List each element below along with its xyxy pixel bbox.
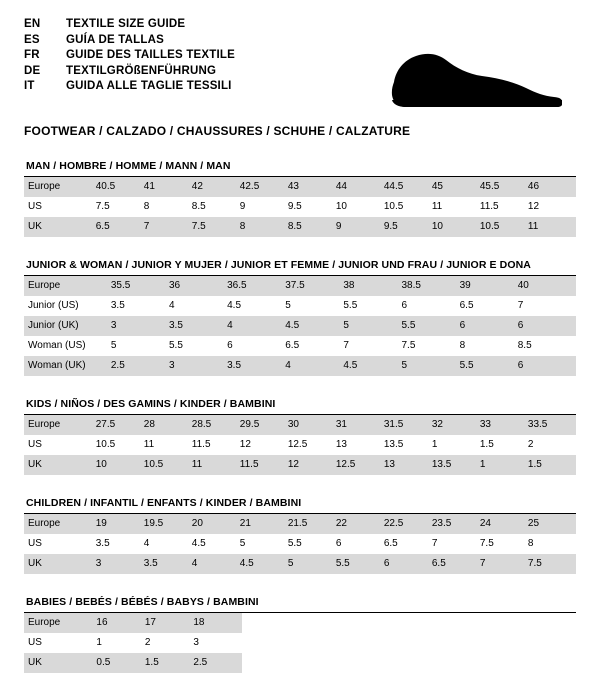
- size-cell: 8.5: [517, 340, 532, 351]
- row-label: Woman (US): [28, 340, 86, 351]
- row-label: Europe: [24, 415, 96, 435]
- size-cell: 12: [527, 201, 540, 212]
- size-cell: 25: [528, 514, 576, 534]
- size-block-kids: [24, 398, 576, 475]
- block-title: JUNIOR & WOMAN / JUNIOR Y MUJER / JUNIOR ET FEMME / JUNIOR UND FRAU / JUNIOR E DONA: [26, 259, 531, 271]
- size-cell: 28.5: [192, 415, 240, 435]
- language-row: [24, 18, 235, 34]
- size-cell: 31.5: [384, 415, 432, 435]
- size-cell: 24: [480, 514, 528, 534]
- size-table-children: [24, 514, 576, 574]
- language-title: GUIDE DES TAILLES TEXTILE: [66, 49, 235, 61]
- dress-shoe-icon: [386, 40, 566, 110]
- size-cell: 44: [336, 177, 384, 197]
- size-cell: 6: [335, 538, 342, 549]
- size-cell: 3.5: [169, 316, 227, 336]
- size-cell: 36.5: [227, 276, 285, 296]
- row-label: US: [28, 201, 42, 212]
- language-code: DE: [24, 64, 41, 77]
- size-cell: 38: [343, 276, 401, 296]
- language-code: FR: [24, 49, 40, 61]
- size-cell: 44.5: [384, 177, 432, 197]
- size-block-junior-woman: [24, 259, 576, 376]
- row-label: US: [28, 538, 42, 549]
- table-row: [24, 435, 576, 455]
- size-cell: 5: [402, 356, 460, 376]
- size-cell: 11.5: [240, 455, 288, 475]
- size-cell: 4: [192, 554, 240, 574]
- row-label: Woman (UK): [24, 356, 111, 376]
- size-cell: 31: [336, 415, 384, 435]
- table-row: [24, 415, 576, 435]
- size-cell: 8.5: [288, 217, 336, 237]
- size-cell: 35.5: [111, 276, 169, 296]
- size-cell: 42: [192, 177, 240, 197]
- table-row: [24, 177, 576, 197]
- size-cell: 8.5: [191, 201, 206, 212]
- size-cell: 4.5: [191, 538, 206, 549]
- size-cell: 5.5: [169, 340, 183, 351]
- document-header: [24, 18, 576, 110]
- size-cell: 27.5: [96, 415, 144, 435]
- size-cell: 3.5: [144, 554, 192, 574]
- size-cell: 30: [288, 415, 336, 435]
- block-title: CHILDREN / INFANTIL / ENFANTS / KINDER / BAMBINI: [26, 497, 302, 509]
- size-cell: 4: [285, 356, 343, 376]
- size-cell: 7: [517, 300, 524, 311]
- size-cell: 13: [384, 455, 432, 475]
- size-cell: 43: [288, 177, 336, 197]
- empty-cell: [242, 613, 576, 633]
- size-cell: 12: [288, 455, 336, 475]
- size-cell: 17: [145, 613, 193, 633]
- size-cell: 6.5: [459, 300, 474, 311]
- size-cell: 3: [169, 356, 227, 376]
- size-cell: 4: [143, 538, 150, 549]
- table-row: [24, 534, 576, 554]
- size-block-man: [24, 160, 576, 237]
- size-cell: 8: [240, 217, 288, 237]
- size-cell: 4.5: [227, 300, 242, 311]
- category-title: FOOTWEAR / CALZADO / CHAUSSURES / SCHUHE / CALZATURE: [24, 124, 411, 138]
- size-cell: 8: [527, 538, 534, 549]
- size-cell: 1.5: [145, 653, 193, 673]
- size-cell: 45: [432, 177, 480, 197]
- size-cell: 11.5: [191, 439, 211, 450]
- table-row: [24, 455, 576, 475]
- size-cell: 41: [144, 177, 192, 197]
- size-cell: 5: [239, 538, 246, 549]
- block-title: BABIES / BEBÉS / BÉBÉS / BABYS / BAMBINI: [26, 596, 259, 608]
- size-cell: 5.5: [460, 356, 518, 376]
- table-row: [24, 217, 576, 237]
- size-cell: 3: [111, 316, 169, 336]
- language-code: EN: [24, 18, 41, 30]
- language-title: GUIDA ALLE TAGLIE TESSILI: [66, 80, 232, 92]
- table-row: [24, 653, 576, 673]
- size-cell: 18: [193, 613, 241, 633]
- size-cell: 7.5: [401, 340, 416, 351]
- size-cell: 5.5: [343, 300, 358, 311]
- language-title: GUÍA DE TALLAS: [66, 33, 164, 46]
- size-cell: 6: [401, 300, 408, 311]
- block-title: MAN / HOMBRE / HOMME / MANN / MAN: [26, 160, 231, 172]
- size-cell: 38.5: [402, 276, 460, 296]
- language-title: TEXTILGRÖßENFÜHRUNG: [66, 64, 217, 77]
- size-cell: 22: [336, 514, 384, 534]
- row-label: Junior (UK): [24, 316, 111, 336]
- table-row: [24, 613, 576, 633]
- size-table-junior-woman: [24, 276, 576, 376]
- size-cell: 21.5: [288, 514, 336, 534]
- row-label: UK: [24, 217, 96, 237]
- row-label: Junior (US): [28, 300, 79, 311]
- size-cell: 32: [432, 415, 480, 435]
- size-cell: 5: [343, 316, 401, 336]
- size-cell: 19.5: [144, 514, 192, 534]
- size-cell: 33: [480, 415, 528, 435]
- language-title-list: [24, 18, 235, 96]
- size-cell: 7: [480, 554, 528, 574]
- empty-cell: [242, 653, 576, 673]
- size-cell: 11.5: [479, 201, 499, 212]
- size-cell: 5.5: [336, 554, 384, 574]
- size-cell: 22.5: [384, 514, 432, 534]
- size-cell: 1: [480, 455, 528, 475]
- size-cell: 37.5: [285, 276, 343, 296]
- size-cell: 23.5: [432, 514, 480, 534]
- size-cell: 5: [288, 554, 336, 574]
- size-cell: 7: [343, 340, 349, 351]
- size-cell: 1.5: [479, 439, 494, 450]
- size-cell: 6: [460, 316, 518, 336]
- size-table-man: [24, 177, 576, 237]
- size-cell: 11: [192, 455, 240, 475]
- size-cell: 33.5: [528, 415, 576, 435]
- size-cell: 6.5: [285, 340, 300, 351]
- table-row: [24, 296, 576, 316]
- size-cell: 10: [96, 455, 144, 475]
- size-cell: 5: [110, 340, 117, 351]
- size-cell: 42.5: [240, 177, 288, 197]
- size-cell: 2: [527, 439, 534, 450]
- size-cell: 36: [169, 276, 227, 296]
- table-row: [24, 554, 576, 574]
- size-cell: 3: [193, 637, 199, 648]
- row-label: Europe: [24, 514, 96, 534]
- size-cell: 8: [459, 340, 466, 351]
- size-cell: 6.5: [383, 538, 398, 549]
- size-cell: 4: [227, 316, 285, 336]
- table-row: [24, 316, 576, 336]
- size-cell: 8: [143, 201, 150, 212]
- size-cell: 6.5: [96, 217, 144, 237]
- size-cell: 7: [431, 538, 438, 549]
- size-cell: 39: [460, 276, 518, 296]
- size-cell: 9: [239, 201, 246, 212]
- size-cell: 4: [169, 300, 175, 311]
- language-code: IT: [24, 80, 35, 92]
- size-block-children: [24, 497, 576, 574]
- size-cell: 2.5: [111, 356, 169, 376]
- size-cell: 10.5: [480, 217, 528, 237]
- size-cell: 11: [528, 217, 576, 237]
- size-cell: 1: [431, 439, 438, 450]
- size-cell: 19: [96, 514, 144, 534]
- size-cell: 6: [518, 316, 576, 336]
- language-row: [24, 34, 235, 50]
- size-cell: 3.5: [95, 538, 110, 549]
- size-cell: 21: [240, 514, 288, 534]
- row-label: Europe: [24, 613, 96, 633]
- size-cell: 9.5: [287, 201, 302, 212]
- size-cell: 7.5: [192, 217, 240, 237]
- language-code: ES: [24, 33, 40, 46]
- table-row: [24, 514, 576, 534]
- size-cell: 6: [384, 554, 432, 574]
- row-label: UK: [24, 554, 96, 574]
- size-cell: 13.5: [383, 439, 404, 450]
- block-title: KIDS / NIÑOS / DES GAMINS / KINDER / BAMBINI: [26, 398, 276, 410]
- size-cell: 12.5: [336, 455, 384, 475]
- size-cell: 45.5: [480, 177, 528, 197]
- size-cell: 2: [144, 637, 151, 648]
- size-table-babies: [24, 613, 576, 673]
- row-label: US: [28, 637, 42, 648]
- size-cell: 5.5: [287, 538, 302, 549]
- language-title: TEXTILE SIZE GUIDE: [66, 18, 186, 30]
- language-row: [24, 80, 235, 96]
- size-cell: 11: [143, 439, 155, 450]
- size-cell: 4.5: [240, 554, 288, 574]
- size-cell: 40.5: [96, 177, 144, 197]
- size-cell: 11: [431, 201, 443, 212]
- size-cell: 4.5: [285, 316, 343, 336]
- language-row: [24, 49, 235, 65]
- size-cell: 16: [96, 613, 144, 633]
- size-cell: 10.5: [95, 439, 116, 450]
- size-cell: 10.5: [144, 455, 192, 475]
- empty-cell: [242, 633, 576, 653]
- size-cell: 10: [335, 201, 347, 212]
- size-cell: 9: [336, 217, 384, 237]
- table-row: [24, 633, 576, 653]
- size-cell: 7.5: [479, 538, 494, 549]
- size-cell: 10: [432, 217, 480, 237]
- size-cell: 3: [96, 554, 144, 574]
- size-cell: 2.5: [193, 653, 241, 673]
- size-cell: 5: [285, 300, 291, 311]
- size-cell: 28: [144, 415, 192, 435]
- size-cell: 6: [227, 340, 233, 351]
- size-cell: 40: [518, 276, 576, 296]
- size-cell: 6.5: [432, 554, 480, 574]
- size-cell: 12: [239, 439, 251, 450]
- size-cell: 3.5: [110, 300, 125, 311]
- size-cell: 1: [96, 637, 102, 648]
- table-row: [24, 356, 576, 376]
- size-cell: 20: [192, 514, 240, 534]
- row-label: UK: [24, 653, 96, 673]
- row-label: Europe: [24, 177, 96, 197]
- size-cell: 10.5: [383, 201, 404, 212]
- size-cell: 7: [144, 217, 192, 237]
- size-cell: 13: [335, 439, 347, 450]
- size-cell: 13.5: [432, 455, 480, 475]
- size-cell: 4.5: [343, 356, 401, 376]
- language-row: [24, 65, 235, 81]
- size-block-babies: [24, 596, 576, 673]
- size-cell: 5.5: [402, 316, 460, 336]
- table-row: [24, 197, 576, 217]
- size-cell: 7.5: [95, 201, 110, 212]
- size-cell: 3.5: [227, 356, 285, 376]
- size-cell: 0.5: [96, 653, 144, 673]
- row-label: UK: [24, 455, 96, 475]
- size-cell: 1.5: [528, 455, 576, 475]
- size-table-kids: [24, 415, 576, 475]
- size-cell: 7.5: [528, 554, 576, 574]
- size-cell: 9.5: [384, 217, 432, 237]
- table-row: [24, 276, 576, 296]
- table-row: [24, 336, 576, 356]
- row-label: US: [28, 439, 42, 450]
- size-cell: 29.5: [240, 415, 288, 435]
- row-label: Europe: [24, 276, 111, 296]
- size-cell: 12.5: [287, 439, 308, 450]
- size-cell: 6: [518, 356, 576, 376]
- size-cell: 46: [528, 177, 576, 197]
